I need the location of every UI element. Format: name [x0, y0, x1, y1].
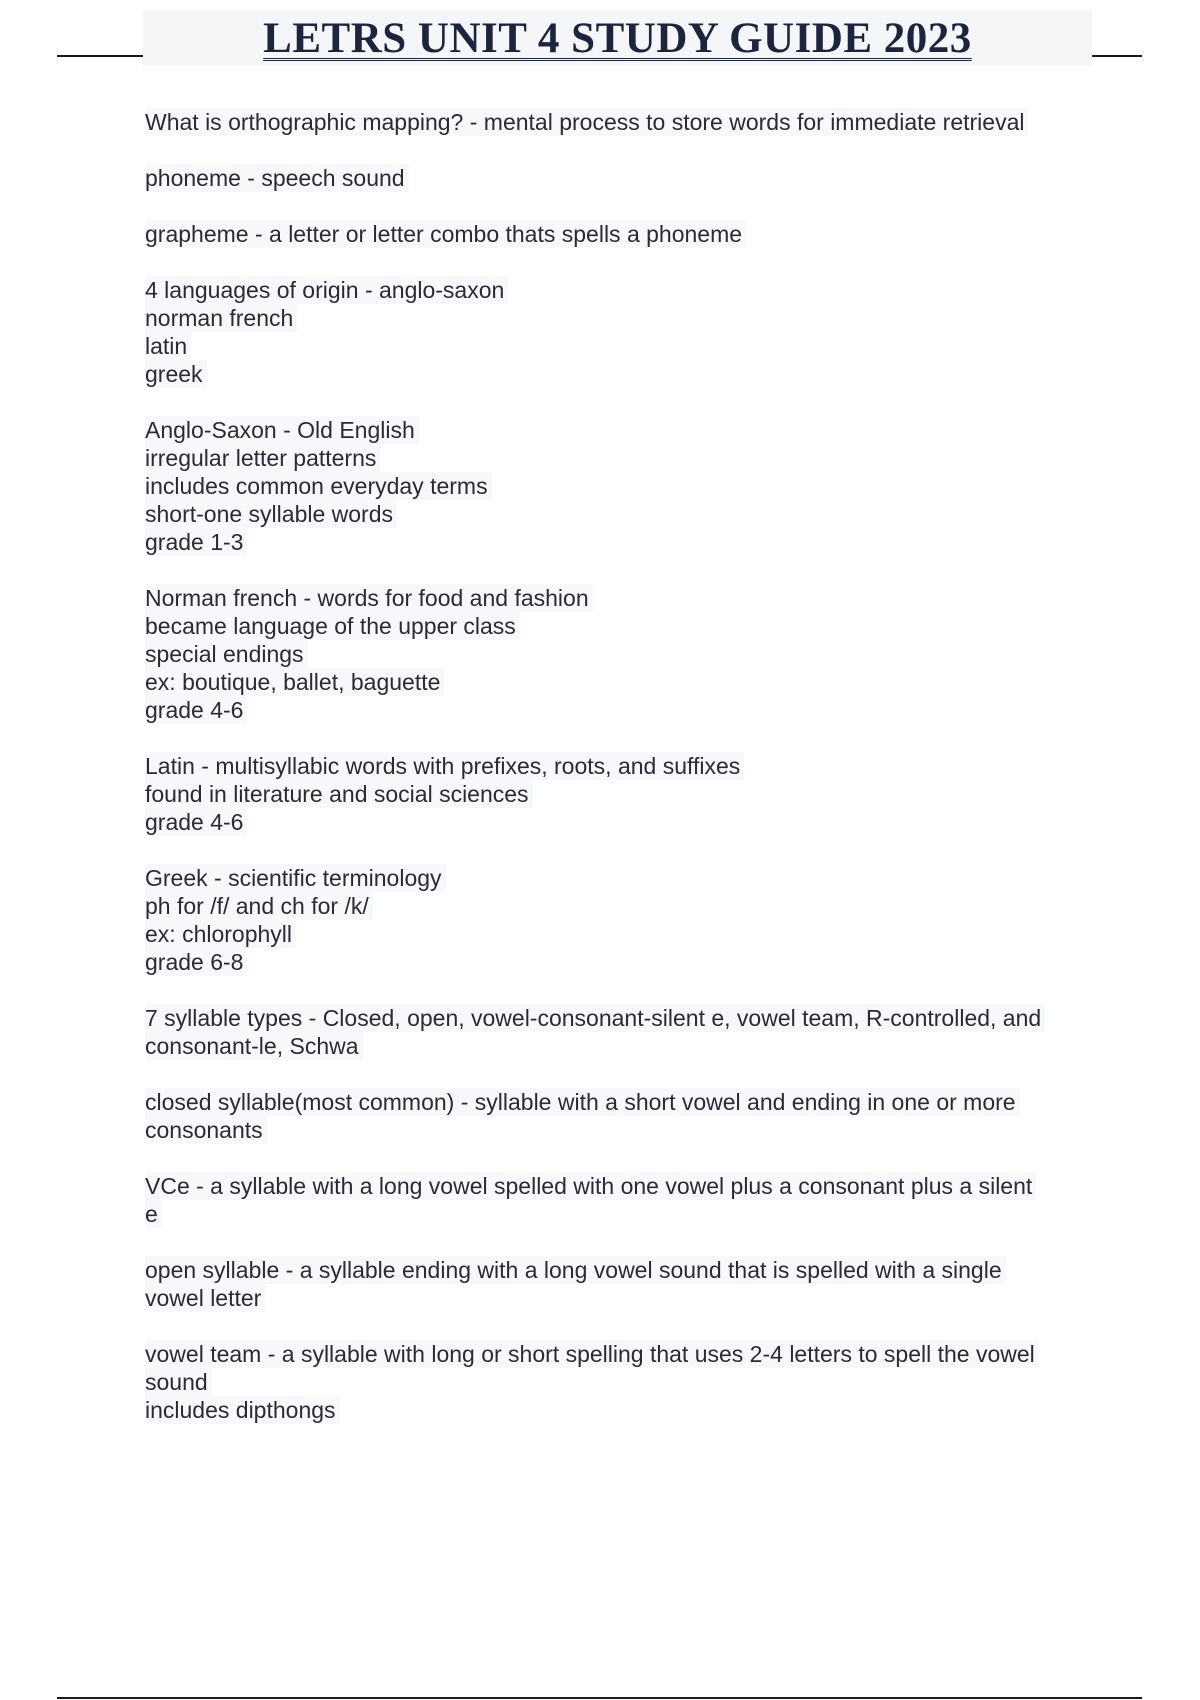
study-entry — [145, 1088, 1095, 1144]
study-entry — [145, 1004, 1095, 1060]
entry-detail-line: consonants — [145, 1116, 267, 1144]
study-entry — [145, 1172, 1095, 1228]
study-entry — [145, 1340, 1095, 1424]
entry-detail-line: e — [145, 1200, 162, 1228]
entry-term-line: Norman french - words for food and fashion — [145, 584, 593, 612]
entry-detail-line: ex: boutique, ballet, baguette — [145, 668, 444, 696]
study-entry — [145, 108, 1095, 136]
title-box — [143, 10, 1092, 66]
entry-detail-line: norman french — [145, 304, 297, 332]
entry-term-line: Anglo-Saxon - Old English — [145, 416, 419, 444]
entry-detail-line: includes common everyday terms — [145, 472, 492, 500]
entry-term-line: 7 syllable types - Closed, open, vowel-consonant-silent e, vowel team, R-controlled, and — [145, 1004, 1045, 1032]
entry-detail-line: consonant-le, Schwa — [145, 1032, 363, 1060]
header-rule-left — [57, 55, 143, 57]
header-rule-right — [1092, 55, 1142, 57]
entry-detail-line: became language of the upper class — [145, 612, 520, 640]
entry-term-line: open syllable - a syllable ending with a long vowel sound that is spelled with a single — [145, 1256, 1006, 1284]
entry-detail-line: special endings — [145, 640, 308, 668]
entry-detail-line: vowel letter — [145, 1284, 265, 1312]
entry-detail-line: ex: chlorophyll — [145, 920, 296, 948]
entry-detail-line: grade 6-8 — [145, 948, 247, 976]
study-entry — [145, 416, 1095, 556]
study-entry — [145, 276, 1095, 388]
study-entry — [145, 1256, 1095, 1312]
entry-detail-line: includes dipthongs — [145, 1396, 340, 1424]
entry-term-line: phoneme - speech sound — [145, 164, 409, 192]
entry-term-line: VCe - a syllable with a long vowel spelled with one vowel plus a consonant plus a silent — [145, 1172, 1036, 1200]
footer-rule — [57, 1697, 1142, 1699]
study-entry — [145, 752, 1095, 836]
entry-detail-line: grade 4-6 — [145, 696, 247, 724]
entry-term-line: closed syllable(most common) - syllable with a short vowel and ending in one or more — [145, 1088, 1020, 1116]
entry-detail-line: latin — [145, 332, 191, 360]
entry-detail-line: short-one syllable words — [145, 500, 397, 528]
document-title: LETRS UNIT 4 STUDY GUIDE 2023 — [263, 14, 972, 62]
entry-detail-line: greek — [145, 360, 207, 388]
entry-term-line: Latin - multisyllabic words with prefixes, roots, and suffixes — [145, 752, 744, 780]
entry-detail-line: grade 1-3 — [145, 528, 247, 556]
entry-term-line: grapheme - a letter or letter combo thats spells a phoneme — [145, 220, 746, 248]
entry-detail-line: ph for /f/ and ch for /k/ — [145, 892, 373, 920]
entry-detail-line: irregular letter patterns — [145, 444, 380, 472]
entry-term-line: vowel team - a syllable with long or short spelling that uses 2-4 letters to spell the vowel — [145, 1340, 1039, 1368]
entry-detail-line: sound — [145, 1368, 212, 1396]
study-entry — [145, 220, 1095, 248]
document-header — [57, 10, 1142, 68]
study-guide-content — [145, 108, 1095, 1452]
study-entry — [145, 864, 1095, 976]
entry-term-line: Greek - scientific terminology — [145, 864, 446, 892]
study-entry — [145, 584, 1095, 724]
entry-detail-line: grade 4-6 — [145, 808, 247, 836]
entry-detail-line: found in literature and social sciences — [145, 780, 533, 808]
entry-term-line: What is orthographic mapping? - mental process to store words for immediate retrieval — [145, 108, 1028, 136]
study-entry — [145, 164, 1095, 192]
entry-term-line: 4 languages of origin - anglo-saxon — [145, 276, 508, 304]
